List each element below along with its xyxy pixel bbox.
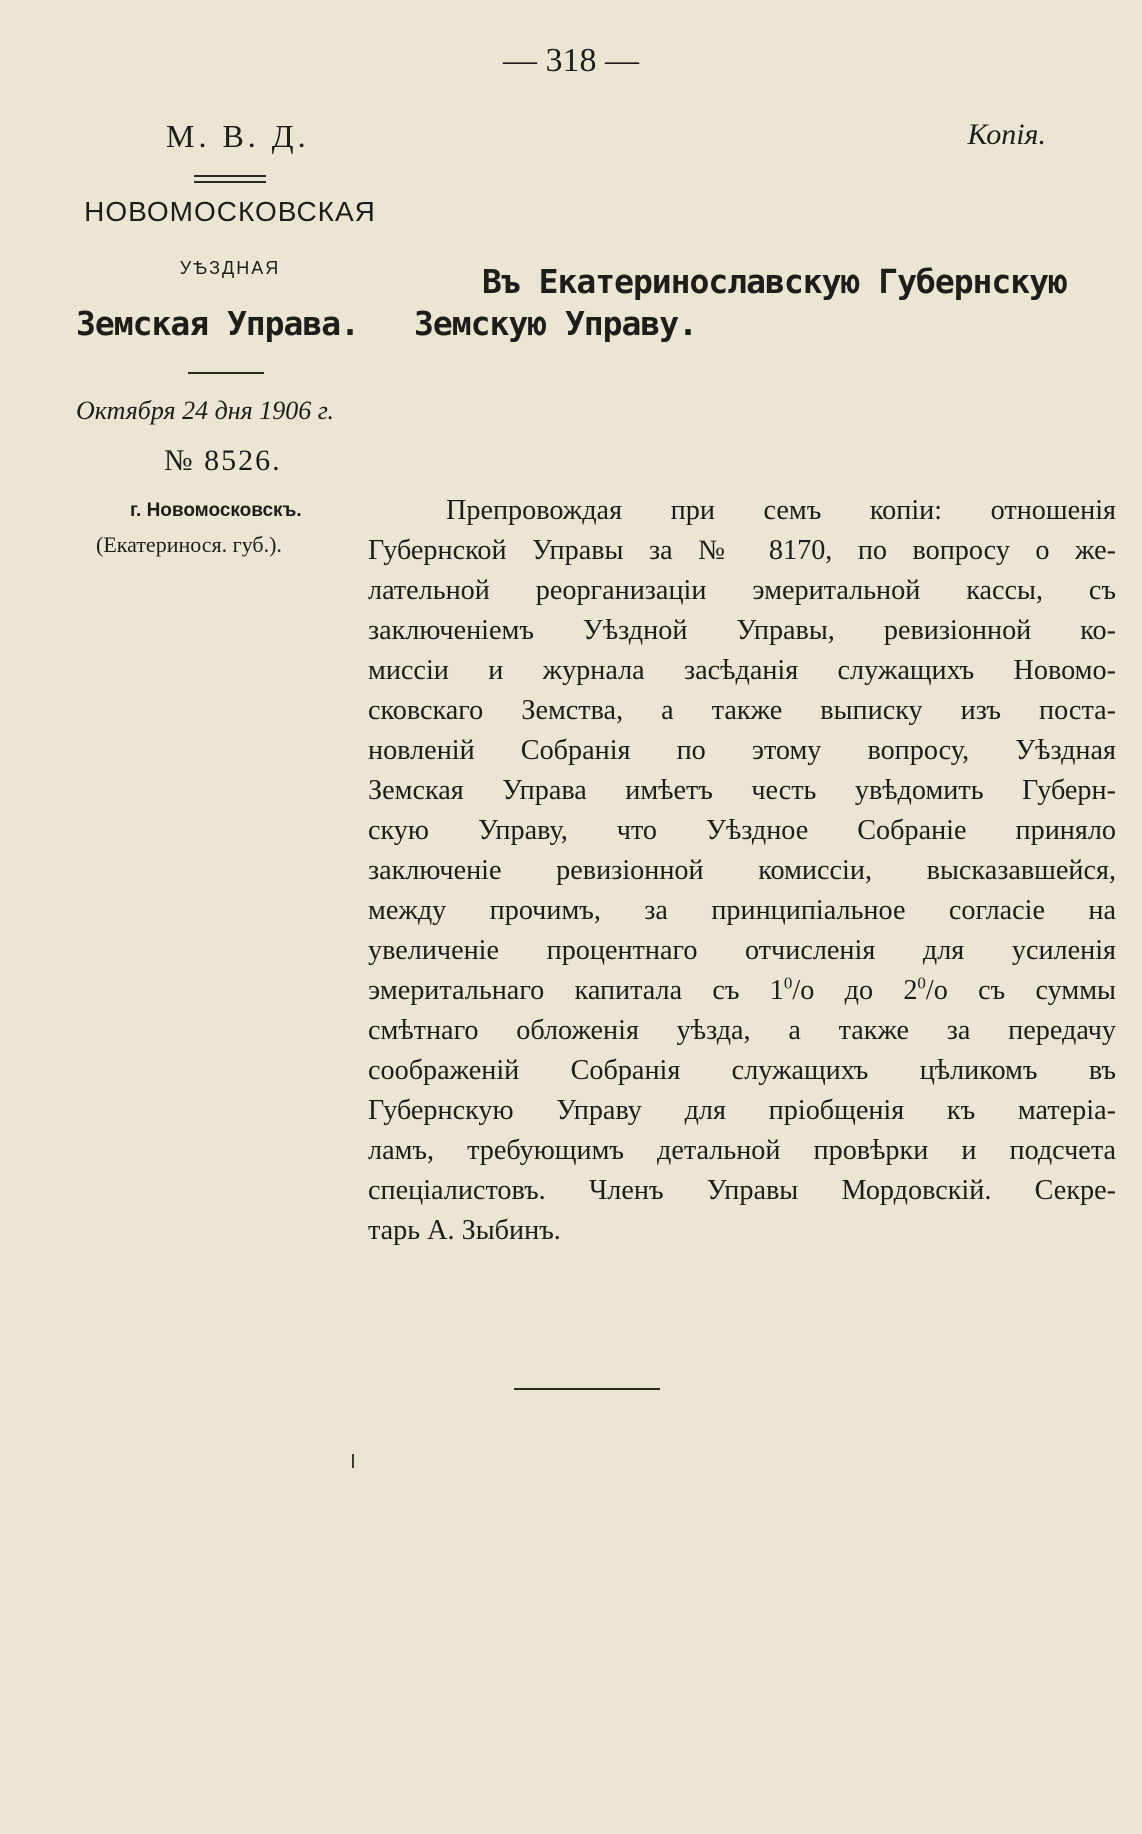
letter-body bbox=[368, 491, 1116, 1251]
closing-rule bbox=[514, 1388, 660, 1390]
body-line: Губернскую Управу для пріобщенія къ матеріа- bbox=[368, 1095, 1116, 1126]
body-line: миссіи и журнала засѣданія служащихъ Новомо- bbox=[368, 655, 1116, 686]
sender-name: НОВОМОСКОВСКАЯ bbox=[84, 196, 376, 227]
percent-sup-2: 0 bbox=[917, 973, 926, 993]
header-rule-bottom bbox=[194, 181, 266, 183]
body-line: лательной реорганизаціи эмеритальной кассы, съ bbox=[368, 575, 1116, 606]
letter-number: № 8526. bbox=[164, 444, 282, 477]
percent-post: /о съ суммы bbox=[925, 975, 1116, 1006]
place-city: г. Новомосковскъ. bbox=[130, 500, 302, 521]
body-line: Препровождая при семъ копіи: отношенія bbox=[446, 495, 1116, 526]
print-speck bbox=[352, 1454, 354, 1468]
body-line: заключеніе ревизіонной комиссіи, высказавшейся, bbox=[368, 855, 1116, 886]
body-line-percent bbox=[368, 971, 1116, 1011]
addressee-line-2: Земскую Управу. bbox=[414, 304, 698, 343]
addressee-line-1: Въ Екатеринославскую Губернскую bbox=[482, 262, 1067, 301]
place-province: (Екатеринося. губ.). bbox=[96, 532, 282, 557]
percent-pre: эмеритальнаго капитала съ 1 bbox=[368, 975, 784, 1006]
body-line: заключеніемъ Уѣздной Управы, ревизіонной ко- bbox=[368, 615, 1116, 646]
body-line: спеціалистовъ. Членъ Управы Мордовскій. Секре- bbox=[368, 1175, 1116, 1206]
percent-sup-1: 0 bbox=[783, 973, 793, 993]
sender-office: Земская Управа. bbox=[76, 304, 360, 343]
body-line: смѣтнаго обложенія уѣзда, а также за передачу bbox=[368, 1015, 1116, 1046]
body-line: соображеній Собранія служащихъ цѣликомъ въ bbox=[368, 1055, 1116, 1086]
body-line: Земская Управа имѣетъ честь увѣдомить Губерн- bbox=[368, 775, 1116, 806]
body-line: Губернской Управы за № 8170, по вопросу о же- bbox=[368, 535, 1116, 566]
body-line: между прочимъ, за принципіальное согласіе на bbox=[368, 895, 1116, 926]
page-number: — 318 — bbox=[503, 42, 639, 79]
body-line: увеличеніе процентнаго отчисленія для усиленія bbox=[368, 935, 1116, 966]
body-line: сковскаго Земства, а также выписку изъ поста- bbox=[368, 695, 1116, 726]
sender-rule bbox=[188, 372, 264, 374]
copy-mark: Копія. bbox=[967, 118, 1046, 151]
body-line: новленій Собранія по этому вопросу, Уѣздная bbox=[368, 735, 1116, 766]
sender-type: УѢЗДНАЯ bbox=[179, 258, 281, 278]
body-line-last: тарь А. Зыбинъ. bbox=[368, 1215, 561, 1246]
ministry-header: М. В. Д. bbox=[166, 118, 310, 154]
header-rule-top bbox=[194, 175, 266, 177]
body-line: ламъ, требующимъ детальной провѣрки и подсчета bbox=[368, 1135, 1116, 1166]
percent-mid: /о до 2 bbox=[792, 975, 918, 1006]
body-line: скую Управу, что Уѣздное Собраніе приняло bbox=[368, 815, 1116, 846]
letter-date: Октября 24 дня 1906 г. bbox=[76, 396, 335, 425]
